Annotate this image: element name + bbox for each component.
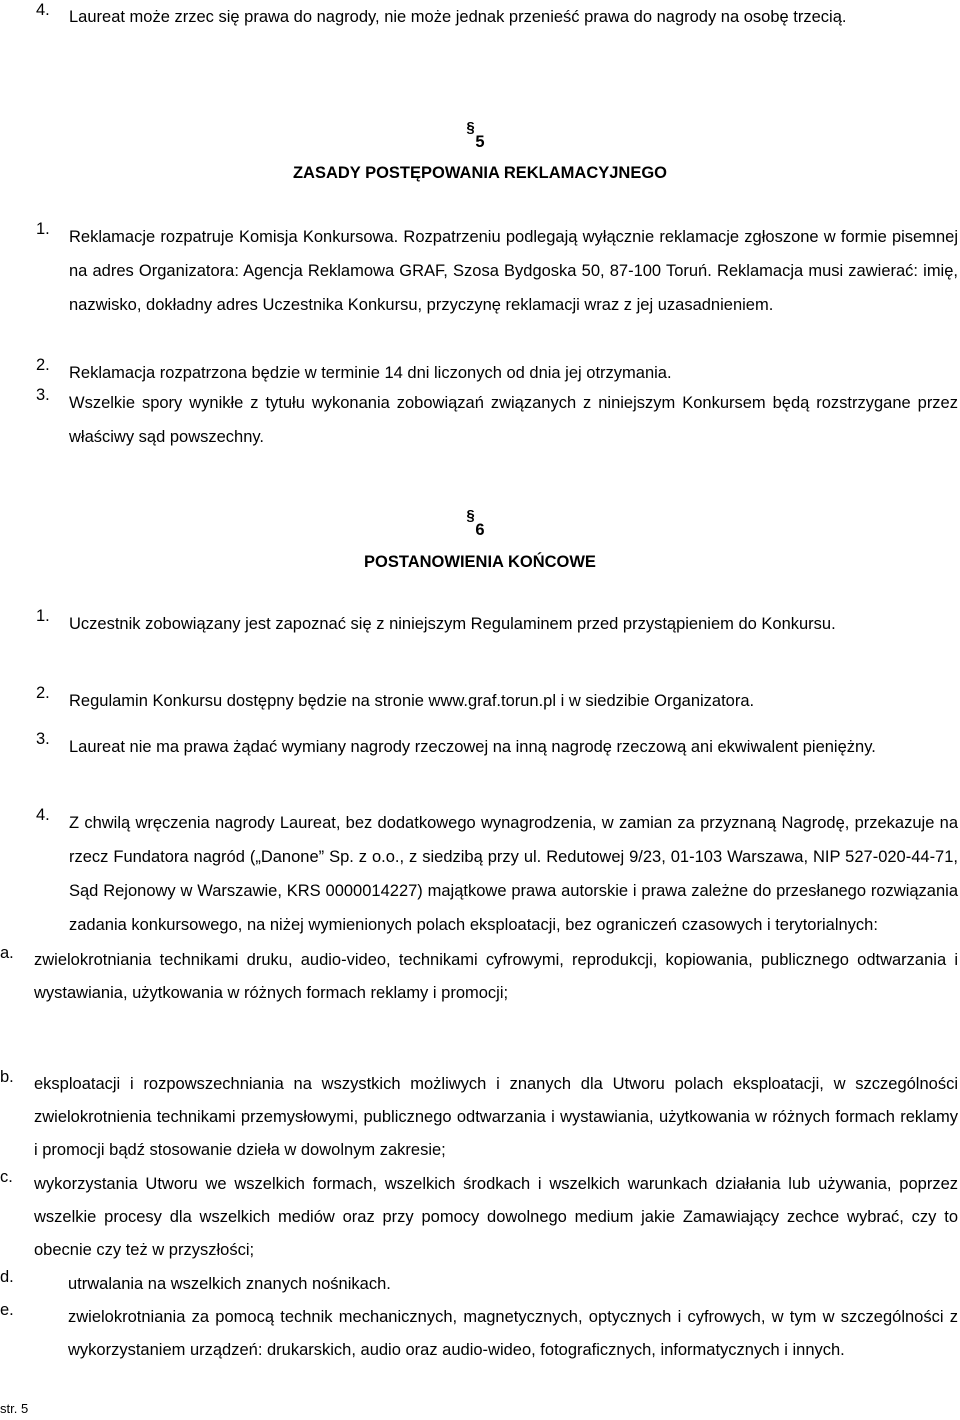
section-sign: § [466,507,475,524]
item-text: Reklamacja rozpatrzona będzie w terminie 14 dni liczonych od dnia jej otrzymania. [69,364,672,382]
field-text: wykorzystania Utworu we wszelkich formach, wszelkich środkach i wszelkich warunkach działania lub używania, poprzez wszelkie procesy dla wszelkich mediów oraz przy pomocy dowolnego medium jakie Zamawiający zechce wybrać, czy to obecnie czy też w przyszłości; [34,1175,958,1259]
item-number: 3. [36,386,50,404]
section-6-item-2 [36,684,958,718]
section-number: 5 [475,133,485,151]
section-5-item-3 [36,386,958,454]
section-5-item-1 [36,220,958,322]
field-text: zwielokrotniania za pomocą technik mechanicznych, magnetycznych, optycznych i cyfrowych, w tym w szczególności z wykorzystaniem urządzeń: drukarskich, audio oraz audio-wideo, fotograficznych, informatycznych i innych. [68,1308,958,1359]
field-letter: d. [0,1268,14,1286]
section-sign: § [466,119,475,136]
page-number: str. 5 [0,1401,29,1416]
item-text: Uczestnik zobowiązany jest zapoznać się z niniejszym Regulaminem przed przystąpieniem do Konkursu. [69,615,836,633]
section-5-title: ZASADY POSTĘPOWANIA REKLAMACYJNEGO [292,164,668,182]
exploitation-field-c [0,1168,958,1267]
item-number: 1. [36,220,50,238]
section-5-heading-number [0,119,960,152]
section-6-item-3 [36,730,958,764]
field-text: utrwalania na wszelkich znanych nośnikach. [68,1275,391,1293]
item-text: Z chwilą wręczenia nagrody Laureat, bez dodatkowego wynagrodzenia, w zamian za przyznaną Nagrodę, przekazuje na rzecz Fundatora nagród („Danone” Sp. z o.o., z siedzibą przy ul. Redutowej 9/23, 01-103 Warszawa, NIP 527-020-44-71, Sąd Rejonowy w Warszawie, KRS 0000014227) majątkowe prawa autorskie i prawa zależne do przesłanego rozwiązania zadania konkursowego, na niżej wymienionych polach eksploatacji, bez ograniczeń czasowych i terytorialnych: [69,814,958,934]
item-text: Laureat może zrzec się prawa do nagrody, nie może jednak przenieść prawa do nagrody na osobę trzecią. [69,8,847,26]
list-item-top-4 [36,1,958,34]
field-letter: e. [0,1301,14,1319]
section-6-item-4 [36,806,958,942]
item-text: Wszelkie spory wynikłe z tytułu wykonania zobowiązań związanych z niniejszym Konkursem będą rozstrzygane przez właściwy sąd powszechny. [69,394,958,446]
exploitation-field-a [0,944,958,1010]
item-number: 4. [36,806,50,824]
item-number: 3. [36,730,50,748]
exploitation-field-d [0,1268,958,1301]
item-number: 4. [36,1,50,19]
exploitation-field-b [0,1068,958,1167]
field-text: eksploatacji i rozpowszechniania na wszystkich możliwych i znanych dla Utworu polach eksploatacji, w szczególności zwielokrotnienia technikami przemysłowymi, publicznego odtwarzania i wystawiania, użytkowania w różnych formach reklamy i promocji bądź stosowanie dzieła w dowolnym zakresie; [34,1075,958,1159]
exploitation-field-e [0,1301,958,1367]
field-letter: b. [0,1068,14,1086]
section-number: 6 [475,521,485,539]
field-text: zwielokrotniania technikami druku, audio-video, technikami cyfrowymi, reprodukcji, kopiowania, publicznego odtwarzania i wystawiania, użytkowania w różnych formach reklamy i promocji; [34,951,958,1002]
section-5-item-2 [36,356,958,390]
field-letter: a. [0,944,14,962]
item-number: 2. [36,356,50,374]
item-text: Reklamacje rozpatruje Komisja Konkursowa. Rozpatrzeniu podlegają wyłącznie reklamacje zgłoszone w formie pisemnej na adres Organizatora: Agencja Reklamowa GRAF, Szosa Bydgoska 50, 87-100 Toruń. Reklamacja musi zawierać: imię, nazwisko, dokładny adres Uczestnika Konkursu, przyczynę reklamacji wraz z jej uzasadnieniem. [69,228,958,314]
section-6-item-1 [36,607,958,641]
item-text: Regulamin Konkursu dostępny będzie na stronie www.graf.torun.pl i w siedzibie Organizatora. [69,692,755,710]
section-6-title: POSTANOWIENIA KOŃCOWE [364,553,596,571]
item-number: 2. [36,684,50,702]
item-number: 1. [36,607,50,625]
field-letter: c. [0,1168,13,1186]
section-6-heading-number [0,507,960,540]
item-text: Laureat nie ma prawa żądać wymiany nagrody rzeczowej na inną nagrodę rzeczową ani ekwiwalent pieniężny. [69,738,876,756]
